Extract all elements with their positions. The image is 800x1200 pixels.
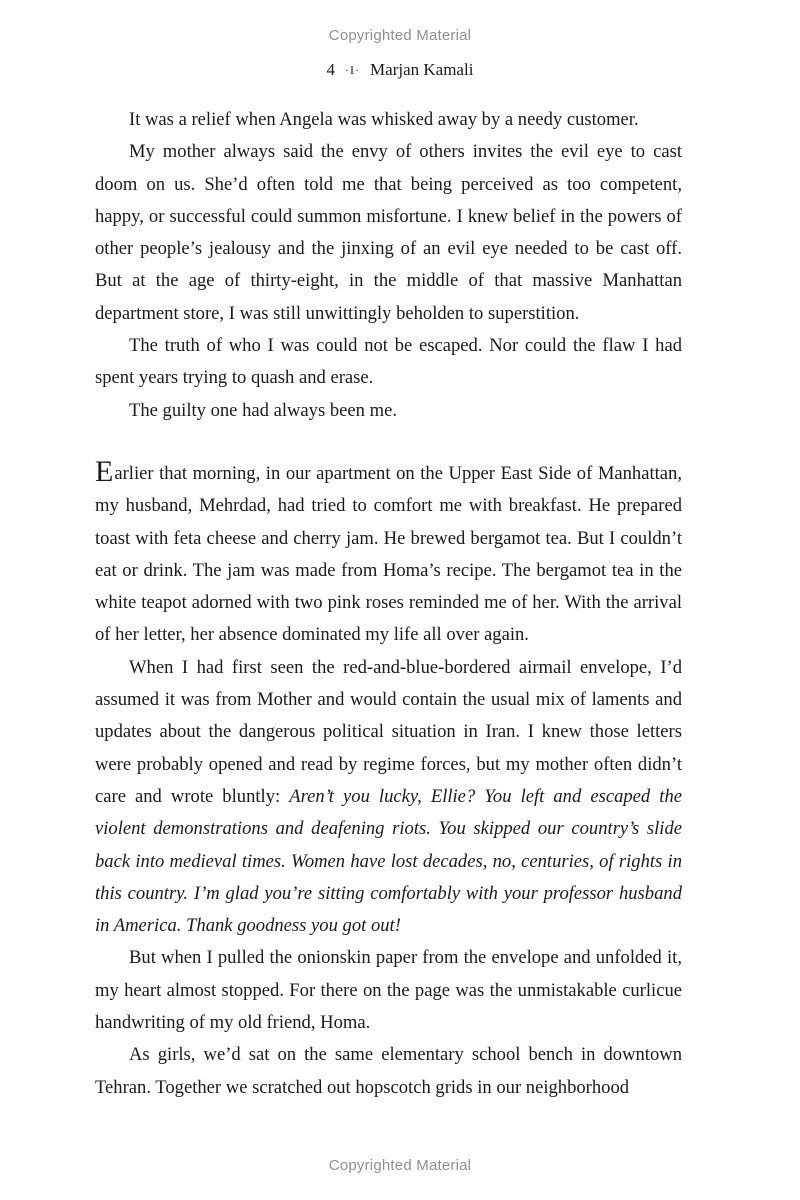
paragraph: My mother always said the envy of others invites the evil eye to cast doom on us. She’d often told me that being perceived as too competent, happy, or successful could summon misfortune. I knew belief in the powers of other people’s jealousy and the jinxing of an evil eye needed to be cast off. But at the age of thirty-eight, in the middle of that massive Manhattan department store, I was still unwittingly beholden to superstition. [95, 141, 682, 324]
body-text [95, 104, 682, 1104]
paragraph [95, 652, 682, 943]
section-opening-paragraph [95, 454, 682, 652]
paragraph: The guilty one had always been me. [129, 399, 397, 421]
ornament-icon: ·I· [345, 63, 361, 77]
paragraph-text: arlier that morning, in our apartment on the Upper East Side of Manhattan, my husband, Mehrdad, had tried to comfort me with breakfast. He prepared toast with feta cheese and cherry jam. He brewed bergamot tea. But I couldn’t eat or drink. The jam was made from Homa’s recipe. The bergamot tea in the white teapot adorned with two pink roses reminded me of her. With the arrival of her letter, her absence dominated my life all over again. [95, 462, 682, 646]
paragraph: It was a relief when Angela was whisked away by a needy customer. [129, 109, 639, 130]
italic-letter-quote: Aren’t you lucky, Ellie? You left and escaped the violent demonstrations and deafening riots. You skipped our country’s slide back into medieval times. Women have lost decades, no, centuries, of rights in this country. I’m glad you’re sitting comfortably with your professor husband in America. Thank goodness you got out! [95, 785, 682, 937]
page-number: 4 [326, 60, 336, 79]
paragraph: As girls, we’d sat on the same elementary school bench in downtown Tehran. Together we scratched out hopscotch grids in our neighborhood [95, 1044, 682, 1098]
drop-cap: E [95, 454, 114, 488]
copyright-watermark-top: Copyrighted Material [328, 27, 472, 44]
paragraph: The truth of who I was could not be escaped. Nor could the flaw I had spent years trying to quash and erase. [95, 335, 682, 389]
author-name: Marjan Kamali [370, 60, 474, 79]
paragraph-text: When I had first seen the red-and-blue-bordered airmail envelope, I’d assumed it was from Mother and would contain the usual mix of laments and updates about the dangerous political situation in Iran. I knew those letters were probably opened and read by regime forces, but my mother often didn’t care and wrote bluntly: [95, 656, 682, 807]
paragraph: But when I pulled the onionskin paper from the envelope and unfolded it, my heart almost stopped. For there on the page was the unmistakable curlicue handwriting of my old friend, Homa. [95, 947, 682, 1034]
running-head [0, 60, 800, 80]
copyright-watermark-bottom: Copyrighted Material [328, 1157, 472, 1174]
